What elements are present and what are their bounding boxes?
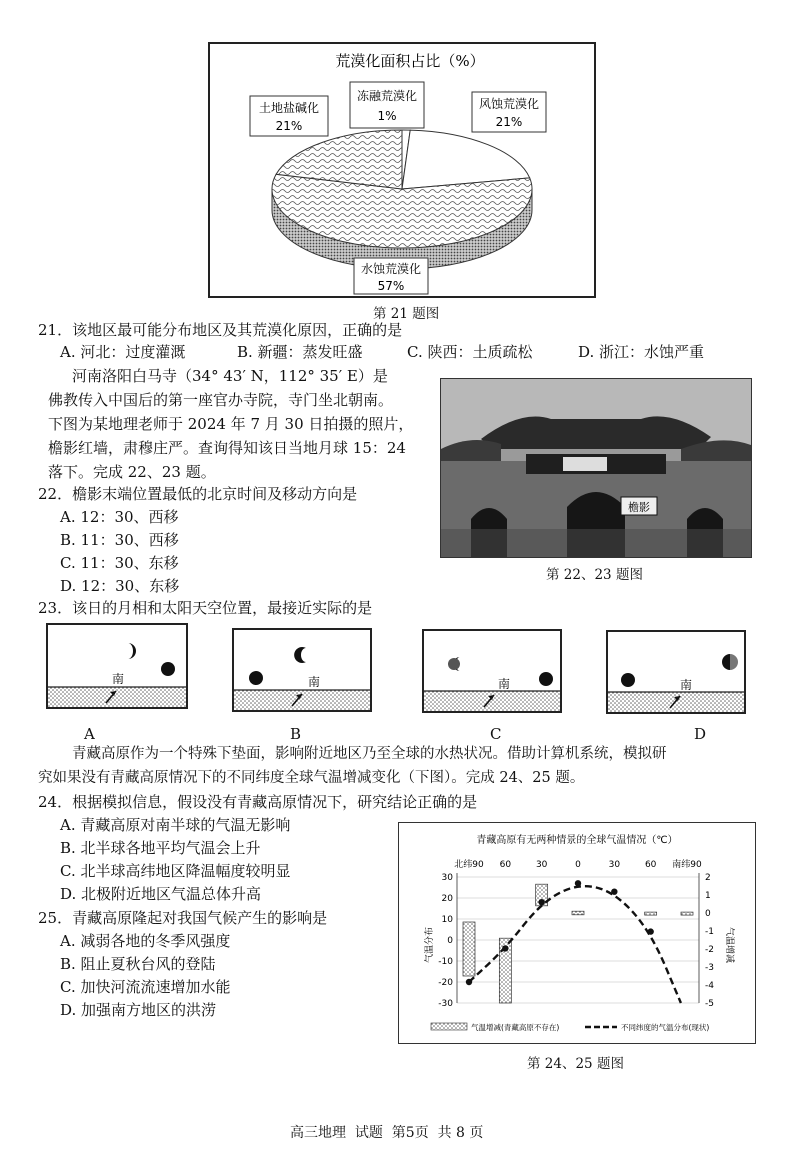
legend-line-label: 不同纬度的气温分布(现状) [621, 1023, 710, 1032]
pie-chart-frame [208, 42, 596, 298]
temp-distribution-point [575, 880, 581, 886]
temp-distribution-point [466, 979, 472, 985]
pie-label-value: 21% [495, 115, 523, 129]
pie-label-value: 57% [377, 279, 405, 293]
temp-distribution-point [647, 928, 653, 934]
scene-c [422, 629, 562, 713]
pie-label-text: 冻融荒漠化 [356, 89, 418, 103]
category-label: 60 [499, 860, 512, 870]
q21-option-b: B. 新疆：蒸发旺盛 [237, 343, 363, 361]
q25-option-a: A. 减弱各地的冬季风强度 [60, 932, 231, 950]
south-label: 南 [111, 672, 125, 686]
q23-stem: 23．该日的月相和太阳天空位置，最接近实际的是 [38, 599, 373, 617]
right-axis-label: 气温增减 [724, 926, 734, 964]
intro22-line: 檐影红墙，肃穆庄严。查询得知该日当地月球 15：24 [48, 439, 406, 457]
scene-b-letter: B [290, 725, 302, 743]
pie-label-fengshi [472, 92, 546, 132]
q22-option-a: A. 12：30、西移 [60, 508, 179, 526]
sun-icon [539, 672, 553, 686]
temple-photo [440, 378, 752, 558]
pie-label-dongrong [350, 82, 424, 128]
q24-stem: 24．根据模拟信息，假设没有青藏高原情况下，研究结论正确的是 [38, 793, 478, 811]
scene-b [232, 628, 372, 712]
scene-c-letter: C [490, 725, 502, 743]
q24-option-b: B. 北半球各地平均气温会上升 [60, 839, 261, 857]
q21-option-a: A. 河北：过度灌溉 [60, 343, 186, 361]
page-footer: 高三地理 试题 第5页 共 8 页 [290, 1125, 484, 1141]
temp-change-bar [572, 911, 584, 915]
q21-option-d: D. 浙江：水蚀严重 [578, 343, 705, 361]
moon-icon [294, 647, 306, 663]
temple-illustration [441, 379, 751, 557]
intro22-line: 河南洛阳白马寺（34° 43′ N，112° 35′ E）是 [72, 367, 388, 385]
temp-distribution-point [611, 889, 617, 895]
temp-change-bar [681, 912, 693, 915]
left-tick-label: 20 [441, 894, 453, 904]
q24-option-d: D. 北极附近地区气温总体升高 [60, 885, 262, 903]
south-label: 南 [497, 677, 511, 691]
q25-stem: 25．青藏高原隆起对我国气候产生的影响是 [38, 909, 328, 927]
temp-change-bar [463, 922, 475, 976]
right-tick-label: 2 [705, 873, 711, 883]
q21-stem: 21．该地区最可能分布地区及其荒漠化原因，正确的是 [38, 321, 403, 339]
category-label: 30 [535, 860, 548, 870]
south-label: 南 [307, 675, 321, 689]
q24-option-c: C. 北半球高纬地区降温幅度较明显 [60, 862, 291, 880]
category-label: 南纬90 [672, 860, 702, 870]
pie-label-text: 土地盐碱化 [258, 101, 320, 115]
right-tick-label: -3 [705, 963, 714, 973]
left-tick-label: 0 [447, 936, 453, 946]
q25-option-c: C. 加快河流流速增加水能 [60, 978, 231, 996]
pie-title: 荒漠化面积占比（%） [335, 52, 485, 70]
moon-icon [128, 643, 136, 659]
q25-option-b: B. 阻止夏秋台风的登陆 [60, 955, 216, 973]
temp-chart [399, 823, 754, 1042]
right-tick-label: -2 [705, 945, 714, 955]
legend-bar-swatch [431, 1023, 467, 1030]
q22-option-c: C. 11：30、东移 [60, 554, 179, 572]
category-label: 0 [575, 860, 581, 870]
pie-label-text: 风蚀荒漠化 [478, 97, 540, 111]
intro24-line: 青藏高原作为一个特殊下垫面，影响附近地区乃至全球的水热状况。借助计算机系统，模拟研 [72, 746, 667, 762]
q22-stem: 22．檐影末端位置最低的北京时间及移动方向是 [38, 485, 358, 503]
pie-top [272, 130, 532, 248]
scene-d-letter: D [694, 725, 707, 743]
temp-chart-frame [398, 822, 756, 1044]
scene-a [46, 623, 188, 709]
temp-change-bar [645, 912, 657, 915]
temp-distribution-point [538, 899, 544, 905]
scene-a-letter: A [84, 725, 95, 743]
right-tick-label: 0 [705, 909, 711, 919]
q25-option-d: D. 加强南方地区的洪涝 [60, 1001, 217, 1019]
sun-icon [249, 671, 263, 685]
pie-label-value: 21% [275, 119, 303, 133]
left-tick-label: -30 [438, 999, 453, 1009]
chart-title: 青藏高原有无两种情景的全球气温情况（℃） [476, 835, 678, 846]
intro22-line: 落下。完成 22、23 题。 [48, 463, 216, 481]
fig24-caption: 第 24、25 题图 [527, 1056, 624, 1072]
pie-chart [210, 44, 594, 296]
right-tick-label: -5 [705, 999, 714, 1009]
south-label: 南 [679, 678, 693, 692]
right-tick-label: 1 [705, 891, 711, 901]
category-label: 60 [644, 860, 657, 870]
pie-label-shuishi [354, 258, 428, 294]
pie-label-yanjian [250, 96, 328, 136]
photo-caption: 第 22、23 题图 [546, 567, 643, 583]
right-tick-label: -1 [705, 927, 714, 937]
left-tick-label: -20 [438, 978, 453, 988]
category-label: 30 [608, 860, 621, 870]
sun-icon [161, 662, 175, 676]
legend-bar-label: 气温增减(青藏高原不存在) [471, 1023, 560, 1032]
left-axis-label: 气温分布 [425, 926, 435, 964]
q21-option-c: C. 陕西：土质疏松 [407, 343, 533, 361]
left-tick-label: 10 [441, 915, 453, 925]
q24-option-a: A. 青藏高原对南半球的气温无影响 [60, 816, 291, 834]
scene-d [606, 630, 746, 714]
temp-distribution-point [502, 945, 508, 951]
intro24-line: 究如果没有青藏高原情况下的不同纬度全球气温增减变化（下图）。完成 24、25 题。 [38, 770, 585, 786]
fig21-caption: 第 21 题图 [373, 306, 440, 322]
left-tick-label: 30 [441, 873, 453, 883]
left-tick-label: -10 [438, 957, 453, 967]
right-tick-label: -4 [705, 981, 714, 991]
pie-label-value: 1% [377, 109, 397, 123]
q22-option-d: D. 12：30、东移 [60, 577, 180, 595]
moon-icon [722, 654, 730, 670]
photo-label: 檐影 [628, 501, 650, 514]
pie-label-text: 水蚀荒漠化 [360, 262, 422, 276]
category-label: 北纬90 [454, 860, 484, 870]
intro22-line: 下图为某地理老师于 2024 年 7 月 30 日拍摄的照片， [48, 415, 414, 433]
sun-icon [621, 673, 635, 687]
intro22-line: 佛教传入中国后的第一座官办寺院，寺门坐北朝南。 [48, 391, 394, 409]
q22-option-b: B. 11：30、西移 [60, 531, 179, 549]
